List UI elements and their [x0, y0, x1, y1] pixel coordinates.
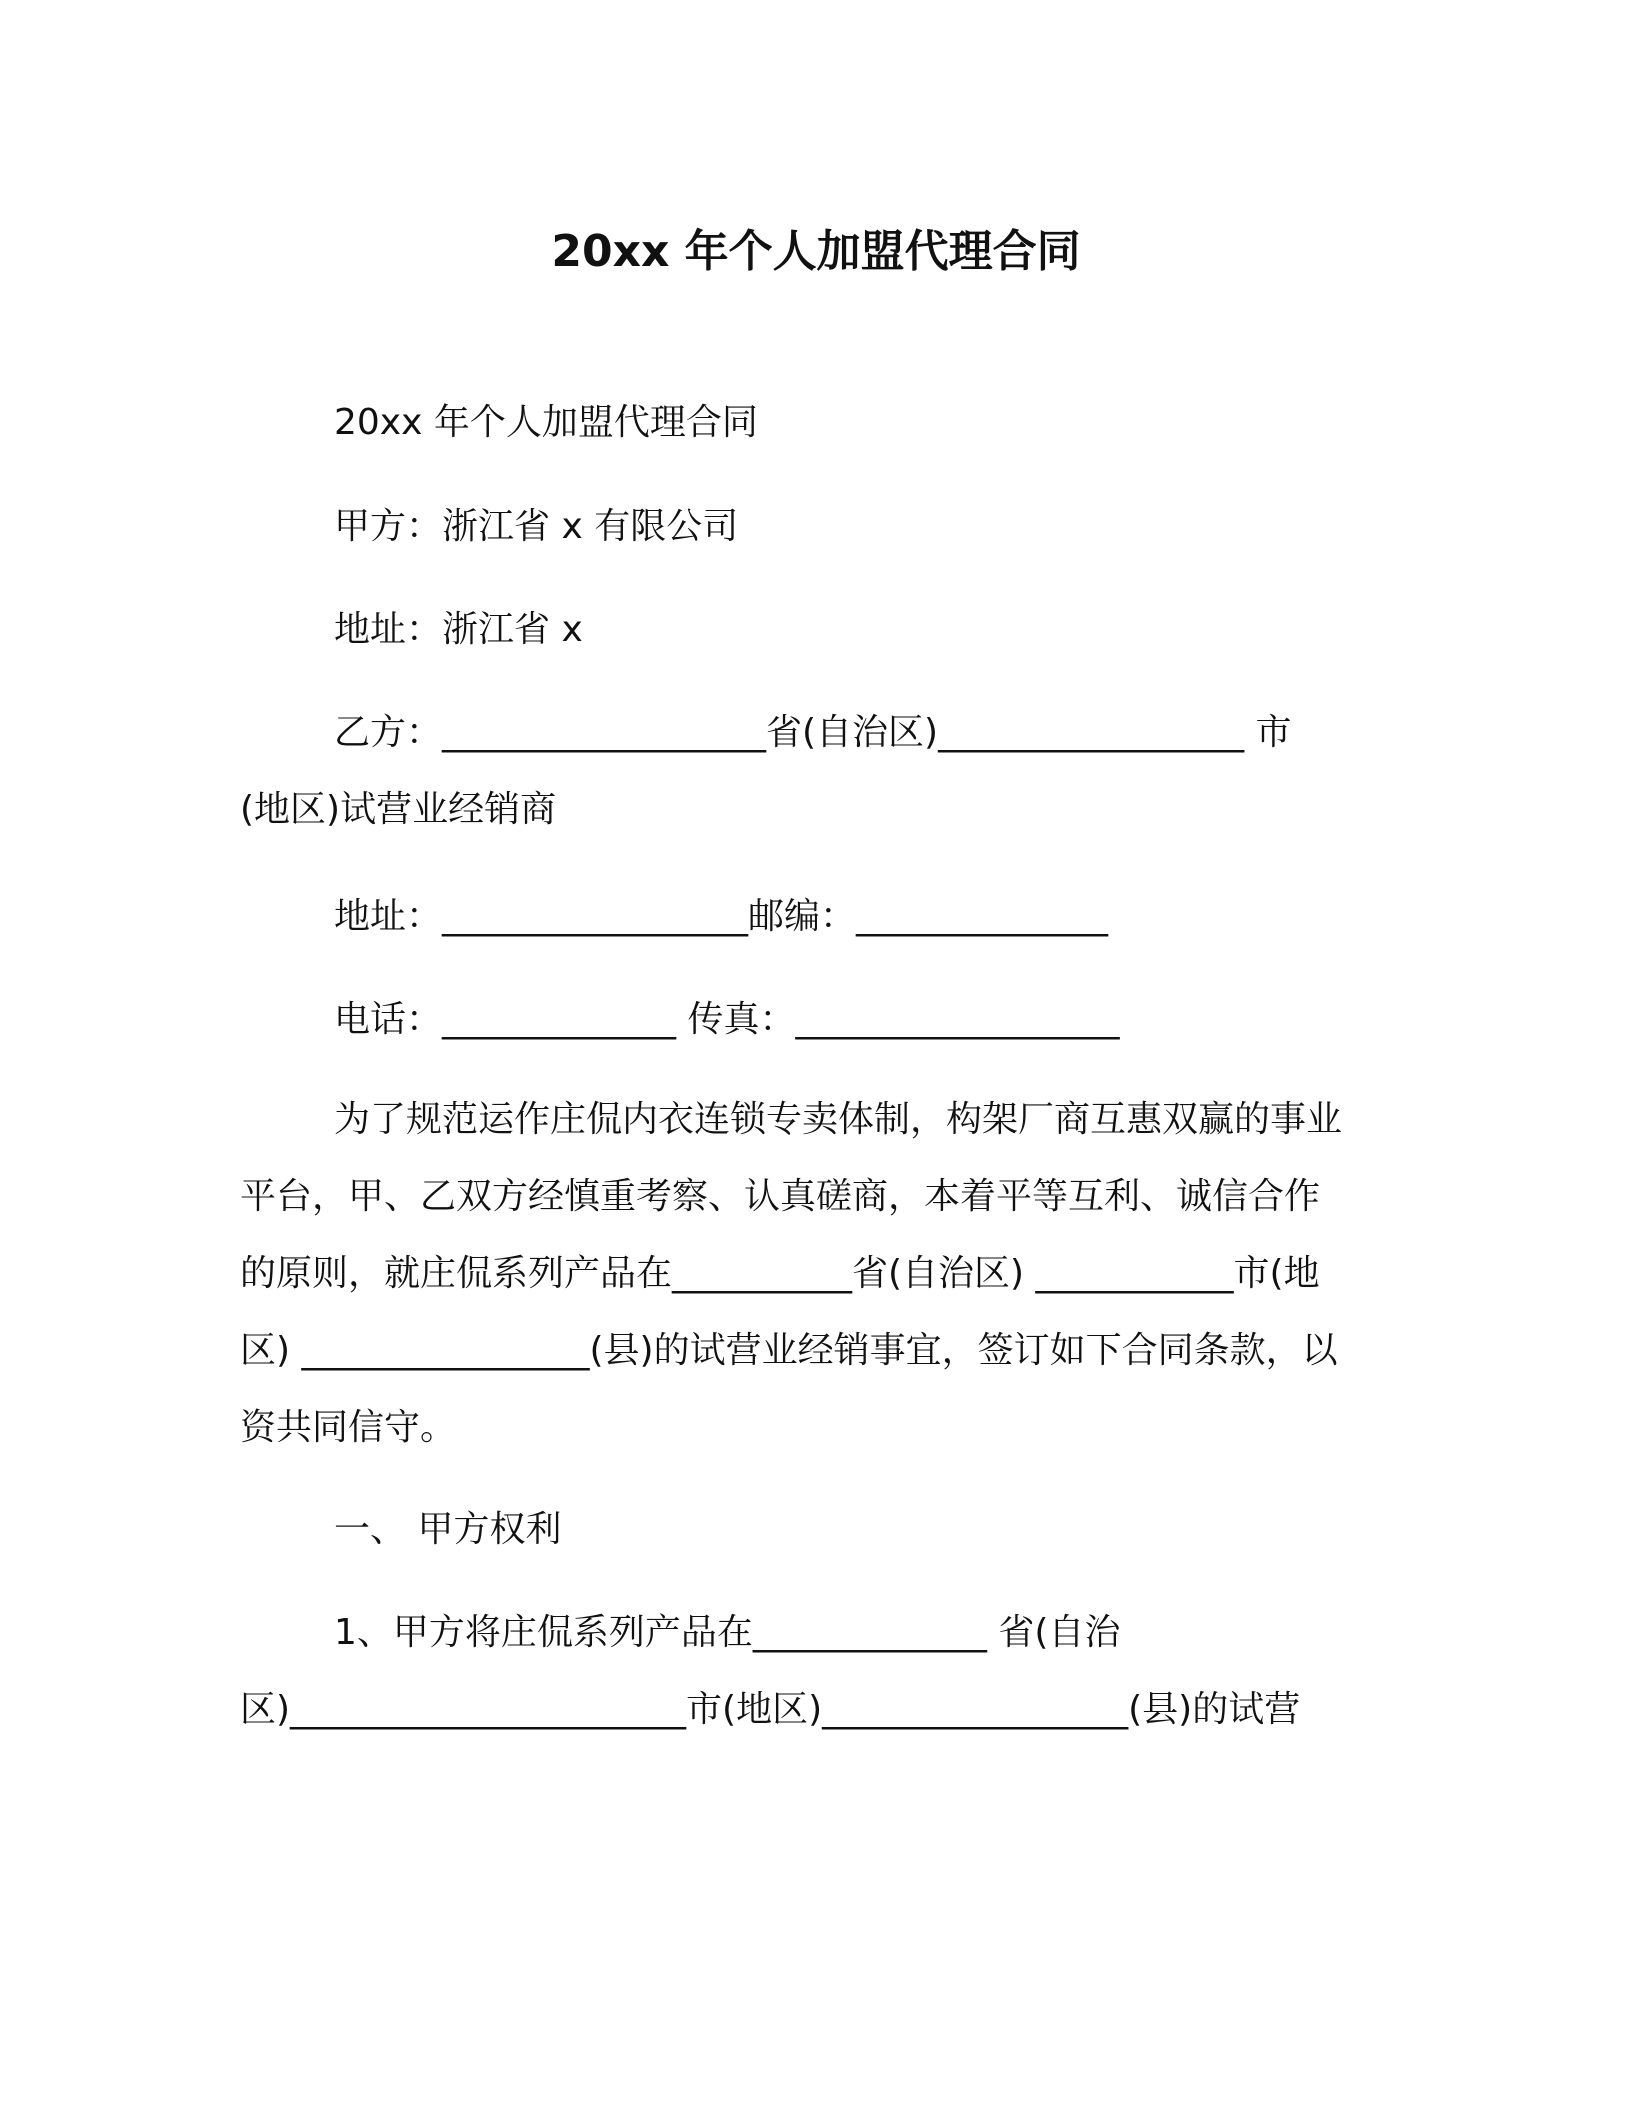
section-heading: 一、 甲方权利 [334, 1509, 562, 1550]
party-a-address-line: 地址：浙江省 x [334, 609, 583, 650]
preamble-line-4: 区) ________________(县)的试营业经销事宜，签订如下合同条款，以 [240, 1330, 1338, 1371]
phone-fax-line: 电话：_____________ 传真：__________________ [334, 999, 1120, 1040]
party-b-address-line: 地址：_________________邮编：______________ [334, 896, 1109, 937]
party-b-line-continued: (地区)试营业经销商 [240, 789, 557, 830]
clause-line-2: 区)______________________市(地区)_________________(县)的试营 [240, 1689, 1301, 1730]
party-a-line: 甲方：浙江省 x 有限公司 [334, 506, 739, 547]
preamble-line-2: 平台，甲、乙双方经慎重考察、认真磋商，本着平等互利、诚信合作 [240, 1176, 1321, 1217]
preamble-line-5: 资共同信守。 [240, 1407, 457, 1448]
document-title: 20xx 年个人加盟代理合同 [551, 226, 1081, 277]
preamble-line-3: 的原则，就庄侃系列产品在__________省(自治区) ___________市(地 [240, 1253, 1320, 1294]
party-b-line: 乙方：__________________省(自治区)_________________ 市 [334, 712, 1292, 753]
preamble-line-1: 为了规范运作庄侃内衣连锁专卖体制，构架厂商互惠双赢的事业 [334, 1099, 1343, 1140]
clause-line-1: 1、甲方将庄侃系列产品在_____________ 省(自治 [334, 1612, 1121, 1653]
subtitle-line: 20xx 年个人加盟代理合同 [334, 402, 758, 443]
